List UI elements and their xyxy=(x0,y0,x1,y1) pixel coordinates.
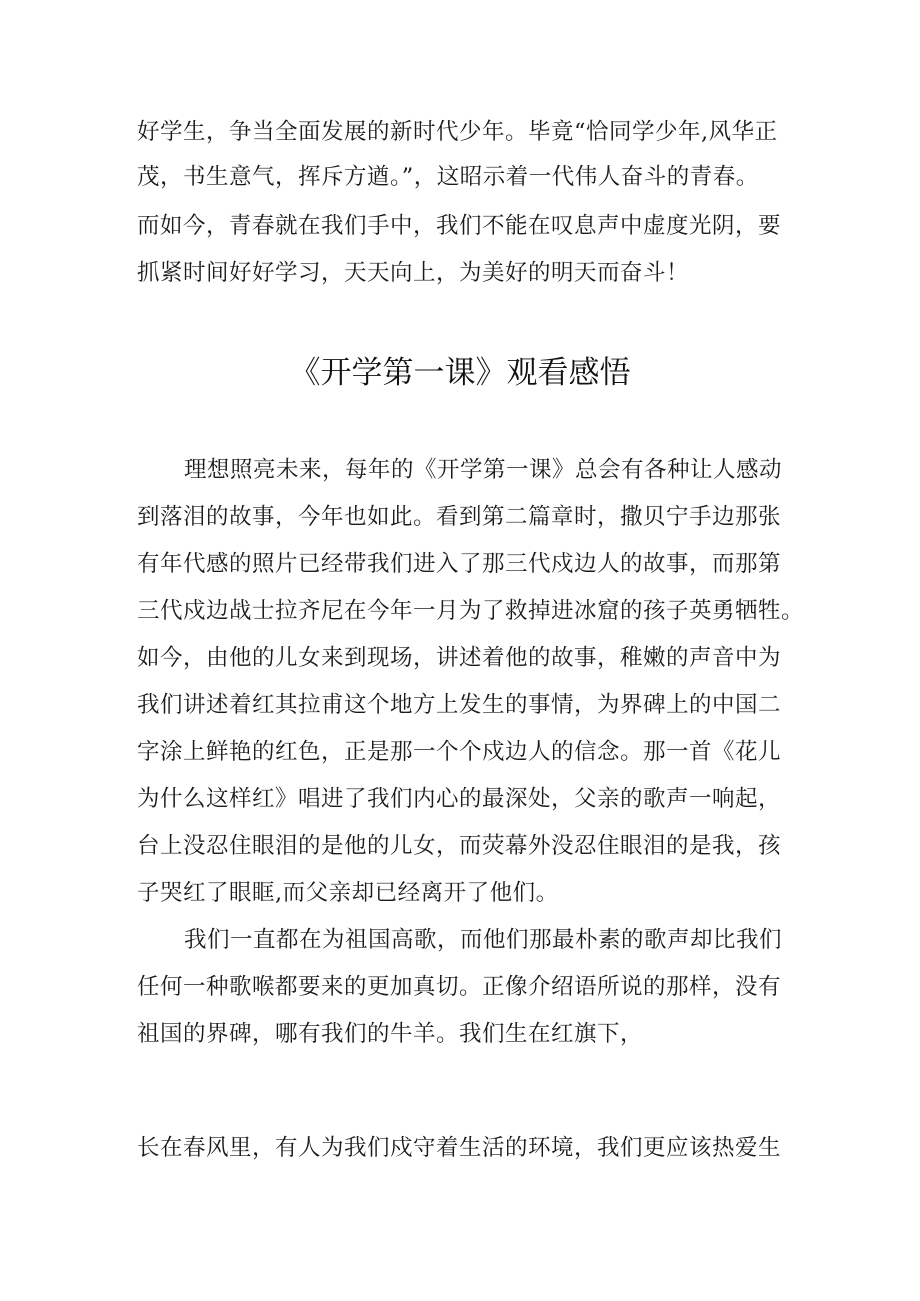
paragraph-1-line: 到落泪的故事，今年也如此。看到第二篇章时，撒贝宁手边那张 xyxy=(137,504,782,530)
paragraph-1-line: 三代戍边战士拉齐尼在今年一月为了救掉进冰窟的孩子英勇牺牲。 xyxy=(137,598,805,624)
top-paragraph-line: 而如今，青春就在我们手中，我们不能在叹息声中虚度光阴，要 xyxy=(137,213,782,239)
paragraph-2-line: 我们一直都在为祖国高歌，而他们那最朴素的歌声却比我们 xyxy=(184,927,783,953)
paragraph-1-line: 台上没忍住眼泪的是他的儿女，而荧幕外没忍住眼泪的是我，孩 xyxy=(137,833,782,859)
paragraph-1-line: 我们讲述着红其拉甫这个地方上发生的事情，为界碑上的中国二 xyxy=(137,692,782,718)
paragraph-3-line: 长在春风里，有人为我们戍守着生活的环境，我们更应该热爱生 xyxy=(137,1135,782,1161)
paragraph-1-line: 如今，由他的儿女来到现场，讲述着他的故事，稚嫩的声音中为 xyxy=(137,645,782,671)
paragraph-1-line: 为什么这样红》唱进了我们内心的最深处，父亲的歌声一响起， xyxy=(137,786,782,812)
paragraph-2-line: 任何一种歌喉都要来的更加真切。正像介绍语所说的那样，没有 xyxy=(137,974,782,1000)
paragraph-1-line: 字涂上鲜艳的红色，正是那一个个戍边人的信念。那一首《花儿 xyxy=(137,739,782,765)
paragraph-1-line: 有年代感的照片已经带我们进入了那三代戍边人的故事，而那第 xyxy=(137,551,782,577)
paragraph-2-line: 祖国的界碑，哪有我们的牛羊。我们生在红旗下， xyxy=(137,1021,644,1047)
paragraph-1-line: 理想照亮未来，每年的《开学第一课》总会有各种让人感动 xyxy=(184,457,783,483)
top-paragraph-line: 好学生，争当全面发展的新时代少年。毕竟“恰同学少年,风华正 xyxy=(137,119,778,145)
top-paragraph-line: 茂，书生意气，挥斥方遒。”，这昭示着一代伟人奋斗的青春。 xyxy=(137,164,759,190)
top-paragraph-line: 抓紧时间好好学习，天天向上，为美好的明天而奋斗！ xyxy=(137,260,690,286)
paragraph-1-line: 子哭红了眼眶,而父亲却已经离开了他们。 xyxy=(137,880,559,906)
page-title: 《开学第一课》观看感悟 xyxy=(289,355,631,391)
